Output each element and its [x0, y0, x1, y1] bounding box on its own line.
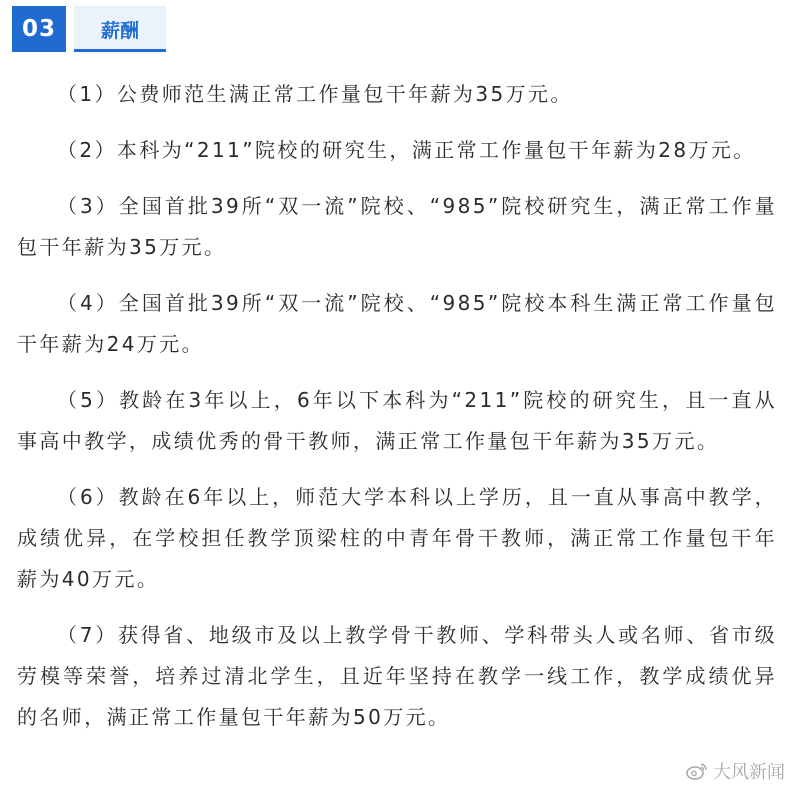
- salary-paragraph-3: （3）全国首批39所“双一流”院校、“985”院校研究生，满正常工作量包干年薪为35万元。: [17, 194, 777, 259]
- salary-paragraph-2: （2）本科为“211”院校的研究生，满正常工作量包干年薪为28万元。: [57, 138, 756, 162]
- section-number-badge: 03: [12, 6, 66, 52]
- salary-paragraph-4: （4）全国首批39所“双一流”院校、“985”院校本科生满正常工作量包干年薪为24万元。: [17, 291, 777, 356]
- source-watermark: [686, 758, 785, 784]
- weibo-logo-icon: [686, 762, 708, 780]
- salary-paragraph-6: （6）教龄在6年以上，师范大学本科以上学历，且一直从事高中教学，成绩优异，在学校担任教学顶梁柱的中青年骨干教师，满正常工作量包干年薪为40万元。: [17, 485, 777, 591]
- section-title-box: [74, 6, 166, 52]
- watermark-text: 大风新闻: [713, 762, 785, 783]
- salary-paragraph-7: （7）获得省、地级市及以上教学骨干教师、学科带头人或名师、省市级劳模等荣誉，培养过清北学生，且近年坚持在教学一线工作，教学成绩优异的名师，满正常工作量包干年薪为50万元。: [17, 623, 777, 729]
- section-header: [12, 6, 166, 52]
- section-title: 薪酬: [100, 19, 139, 42]
- salary-paragraph-5: （5）教龄在3年以上，6年以下本科为“211”院校的研究生，且一直从事高中教学，成绩优秀的骨干教师，满正常工作量包干年薪为35万元。: [17, 388, 777, 453]
- salary-paragraph-1: （1）公费师范生满正常工作量包干年薪为35万元。: [57, 82, 573, 106]
- article-body: [17, 74, 777, 753]
- title-underline: [74, 49, 166, 52]
